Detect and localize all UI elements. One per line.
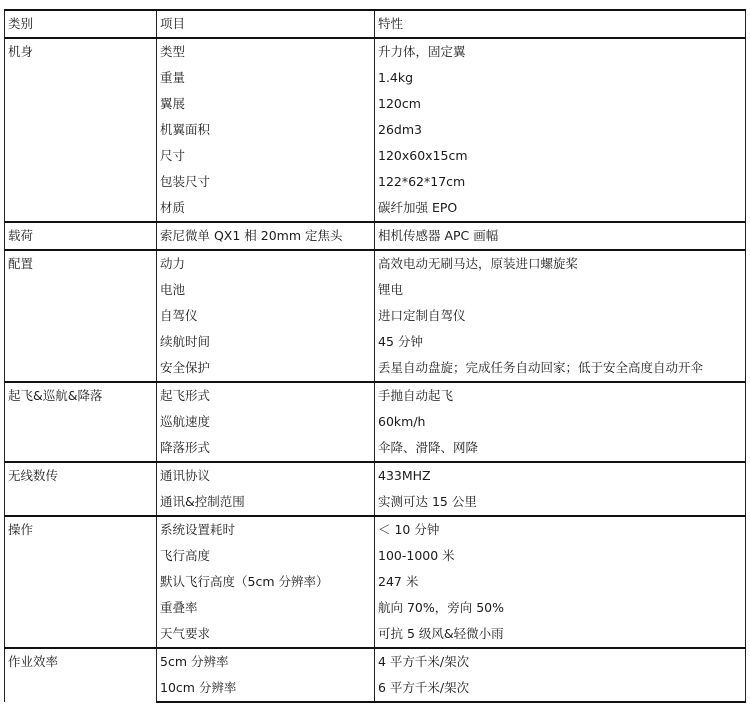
- table-row: [5, 38, 746, 65]
- spec-table: [4, 9, 746, 703]
- value-cell: 100-1000 米: [375, 543, 746, 569]
- category-cell: 配置: [5, 250, 157, 382]
- item-cell: 索尼微单 QX1 相 20mm 定焦头: [157, 222, 375, 250]
- item-cell: 翼展: [157, 91, 375, 117]
- header-feature: 特性: [375, 10, 746, 38]
- category-cell: 机身: [5, 38, 157, 222]
- item-cell: 包装尺寸: [157, 169, 375, 195]
- category-cell: 无线数传: [5, 462, 157, 516]
- value-cell: 4 平方千米/架次: [375, 648, 746, 675]
- table-row: [5, 462, 746, 489]
- item-cell: 机翼面积: [157, 117, 375, 143]
- item-cell: 续航时间: [157, 329, 375, 355]
- item-cell: 起飞形式: [157, 382, 375, 409]
- item-cell: 重叠率: [157, 595, 375, 621]
- item-cell: 动力: [157, 250, 375, 277]
- value-cell: 120cm: [375, 91, 746, 117]
- value-cell: ＜ 10 分钟: [375, 516, 746, 543]
- value-cell: 相机传感器 APC 画幅: [375, 222, 746, 250]
- table-row: [5, 648, 746, 675]
- value-cell: 实测可达 15 公里: [375, 489, 746, 516]
- table-row: [5, 250, 746, 277]
- item-cell: 降落形式: [157, 435, 375, 462]
- item-cell: 巡航速度: [157, 409, 375, 435]
- category-cell: 起飞&巡航&降落: [5, 382, 157, 462]
- category-cell: 载荷: [5, 222, 157, 250]
- value-cell: 碳纤加强 EPO: [375, 195, 746, 222]
- item-cell: 系统设置耗时: [157, 516, 375, 543]
- item-cell: 安全保护: [157, 355, 375, 382]
- value-cell: 可抗 5 级风&轻微小雨: [375, 621, 746, 648]
- header-row: [5, 10, 746, 38]
- table-row: [5, 222, 746, 250]
- category-cell: 操作: [5, 516, 157, 648]
- header-category: 类别: [5, 10, 157, 38]
- item-cell: 5cm 分辨率: [157, 648, 375, 675]
- value-cell: 手抛自动起飞: [375, 382, 746, 409]
- header-item: 项目: [157, 10, 375, 38]
- item-cell: 自驾仪: [157, 303, 375, 329]
- value-cell: 45 分钟: [375, 329, 746, 355]
- value-cell: 247 米: [375, 569, 746, 595]
- table-row: [5, 516, 746, 543]
- value-cell: 高效电动无刷马达，原装进口螺旋桨: [375, 250, 746, 277]
- table-row: [5, 382, 746, 409]
- spec-table-body: [5, 10, 746, 702]
- value-cell: 26dm3: [375, 117, 746, 143]
- item-cell: 默认飞行高度（5cm 分辨率）: [157, 569, 375, 595]
- value-cell: 进口定制自驾仪: [375, 303, 746, 329]
- item-cell: 通讯协议: [157, 462, 375, 489]
- value-cell: 升力体，固定翼: [375, 38, 746, 65]
- item-cell: 尺寸: [157, 143, 375, 169]
- value-cell: 60km/h: [375, 409, 746, 435]
- item-cell: 飞行高度: [157, 543, 375, 569]
- item-cell: 天气要求: [157, 621, 375, 648]
- category-cell: 作业效率: [5, 648, 157, 702]
- item-cell: 通讯&控制范围: [157, 489, 375, 516]
- value-cell: 丢星自动盘旋；完成任务自动回家；低于安全高度自动开伞: [375, 355, 746, 382]
- item-cell: 材质: [157, 195, 375, 222]
- value-cell: 1.4kg: [375, 65, 746, 91]
- item-cell: 电池: [157, 277, 375, 303]
- value-cell: 伞降、滑降、网降: [375, 435, 746, 462]
- item-cell: 类型: [157, 38, 375, 65]
- value-cell: 锂电: [375, 277, 746, 303]
- value-cell: 6 平方千米/架次: [375, 675, 746, 702]
- item-cell: 重量: [157, 65, 375, 91]
- item-cell: 10cm 分辨率: [157, 675, 375, 702]
- value-cell: 122*62*17cm: [375, 169, 746, 195]
- value-cell: 航向 70%，旁向 50%: [375, 595, 746, 621]
- value-cell: 120x60x15cm: [375, 143, 746, 169]
- value-cell: 433MHZ: [375, 462, 746, 489]
